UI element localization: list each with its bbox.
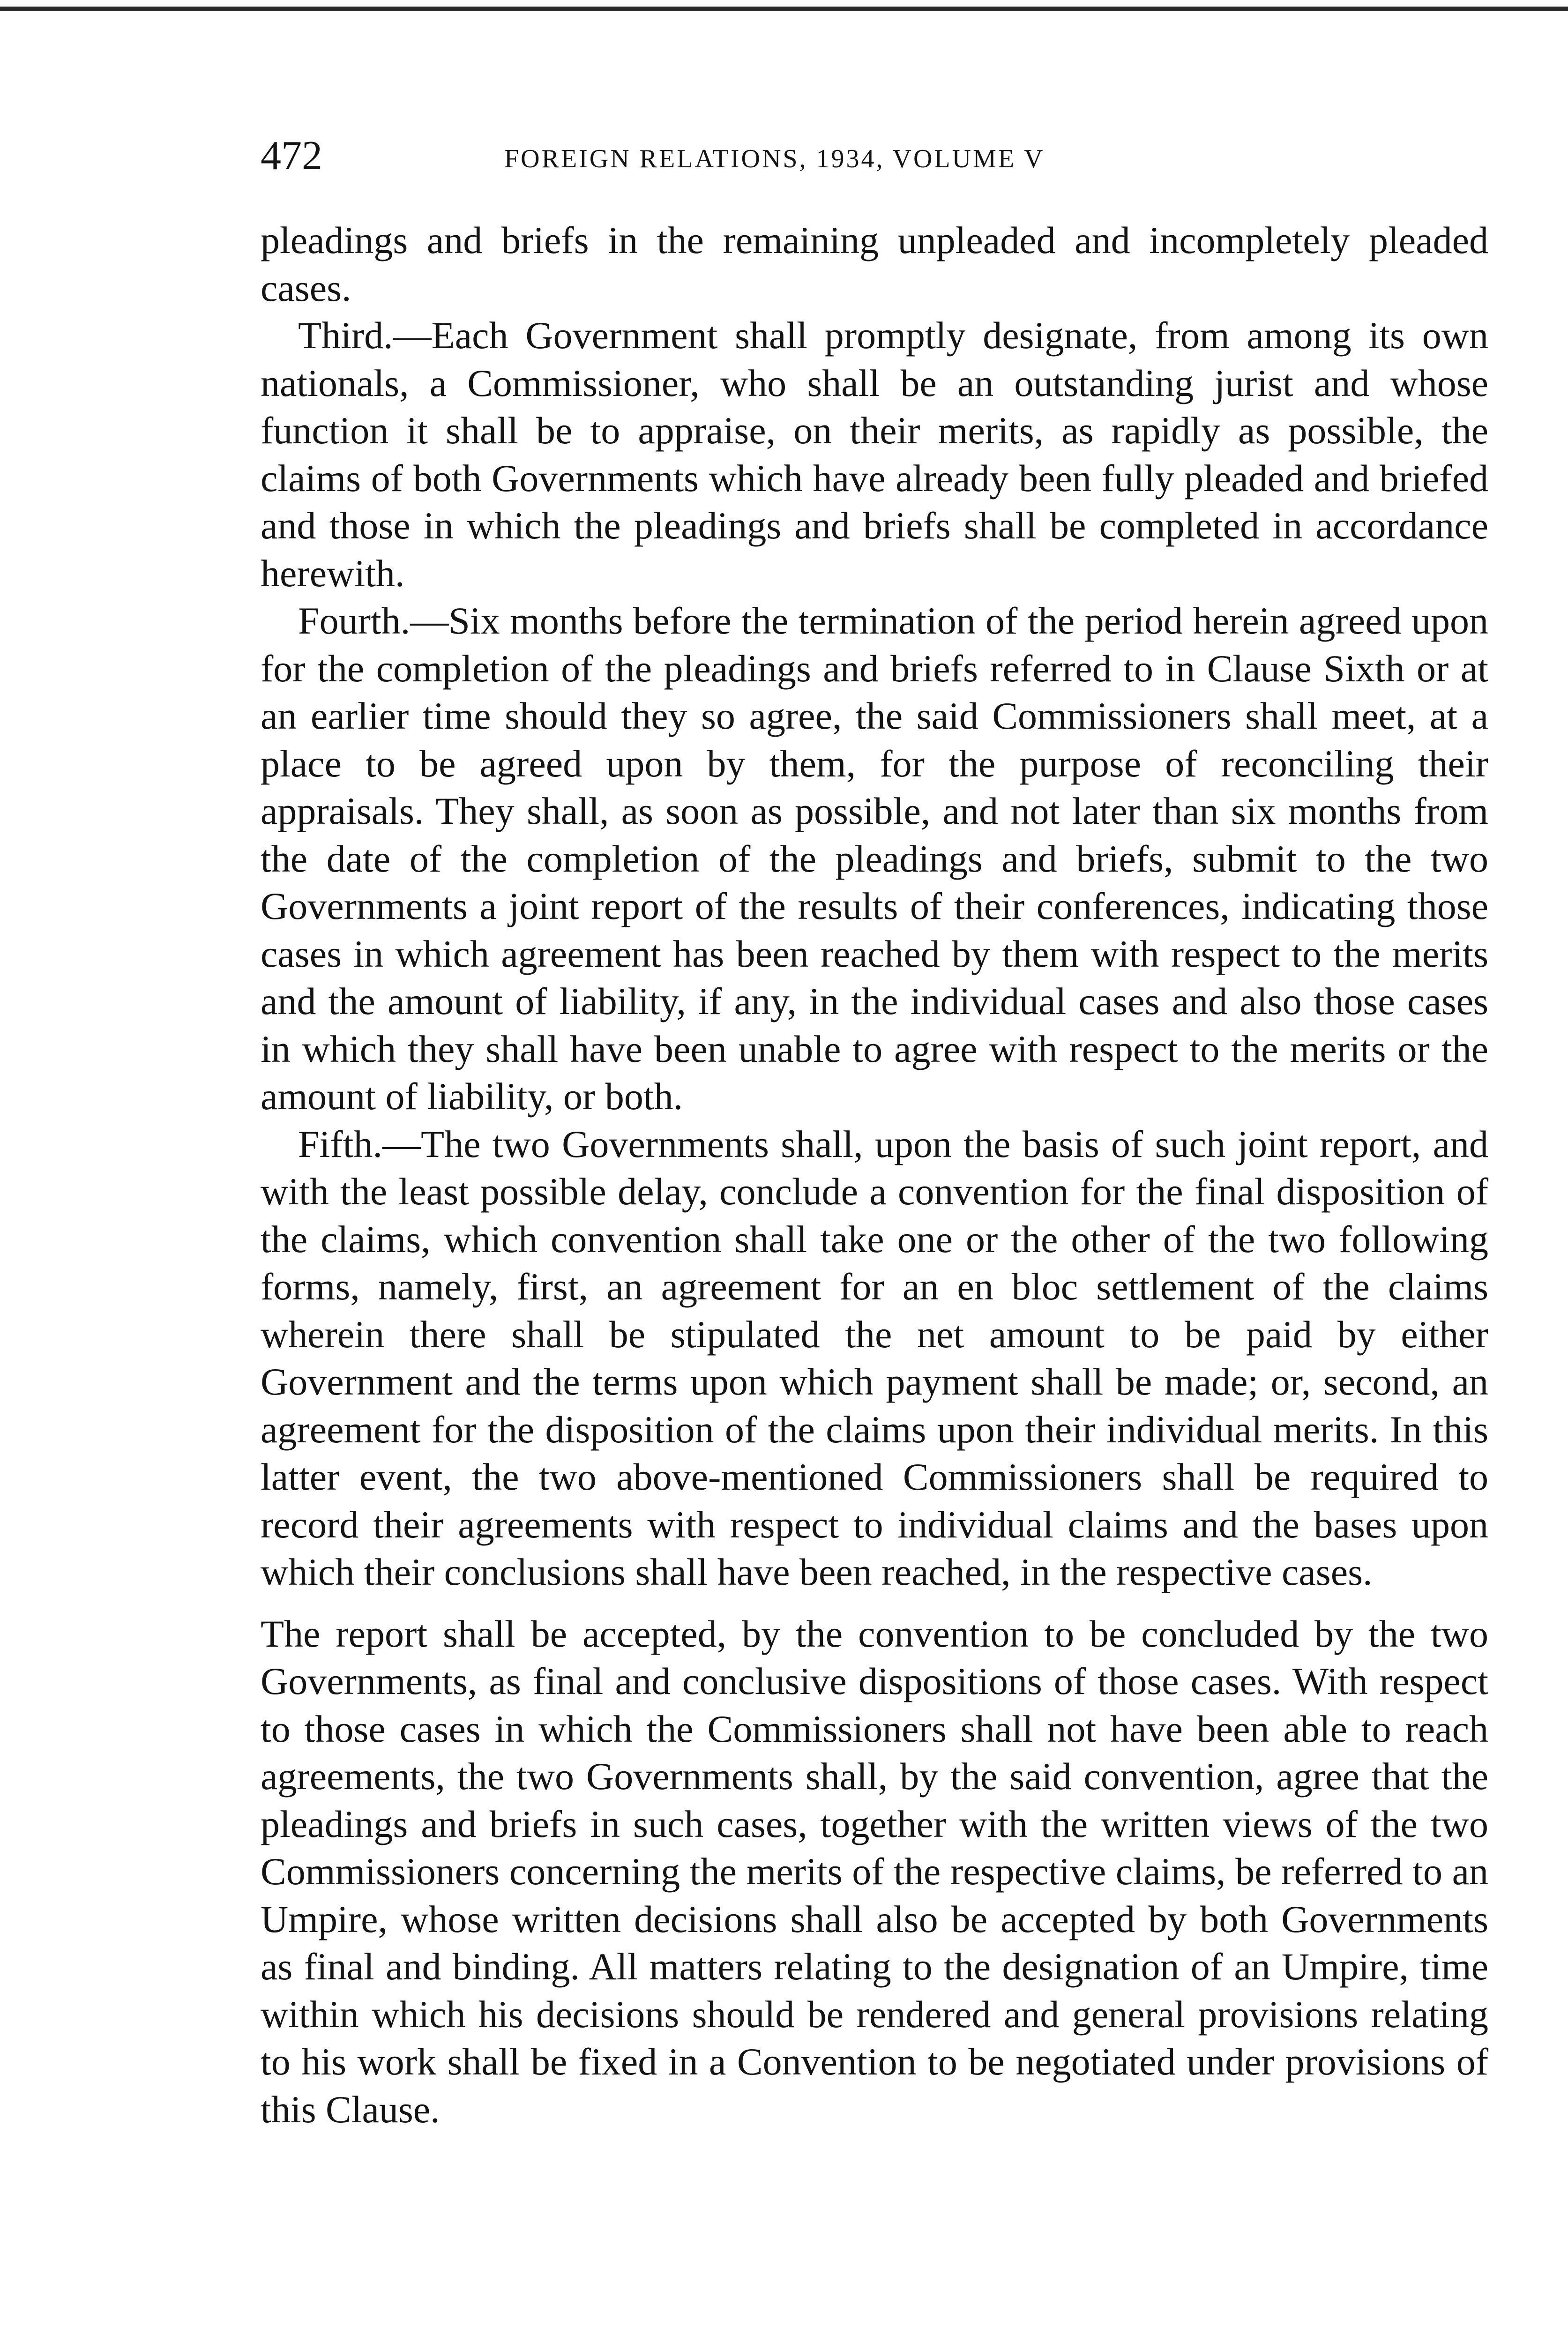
paragraph-continuation: pleadings and briefs in the remaining unpleaded and incompletely pleaded cases. — [261, 219, 1488, 309]
page-number: 472 — [261, 133, 322, 179]
running-head: FOREIGN RELATIONS, 1934, VOLUME V — [504, 144, 1045, 173]
page-body — [261, 216, 1488, 2133]
paragraph-fifth: Fifth.—The two Governments shall, upon the basis of such joint report, and with the least possible delay, conclude a convention for the final disposition of the claims, which convention shall take one or the other of the two following forms, namely, first, an agreement for an en bloc settlement of the claims wherein there shall be stipulated the net amount to be paid by either Government and the terms upon which payment shall be made; or, second, an agreement for the disposition of the claims upon their individual merits. In this latter event, the two above-mentioned Commissioners shall be required to record their agreements with respect to individual claims and the bases upon which their conclusions shall have been reached, in the respective cases. — [261, 1122, 1488, 1593]
top-border-rule — [0, 7, 1568, 11]
paragraph-report: The report shall be accepted, by the convention to be concluded by the two Governments, as final and conclusive dispositions of those cases. With respect to those cases in which the Commissioners shall not have been able to reach agreements, the two Governments shall, by the said convention, agree that the pleadings and briefs in such cases, together with the written views of the two Commissioners concerning the merits of the respective claims, be referred to an Umpire, whose written decisions shall also be accepted by both Governments as final and binding. All matters relating to the designation of an Umpire, time within which his decisions should be rendered and general provisions relating to his work shall be fixed in a Convention to be negotiated under provisions of this Clause. — [261, 1612, 1488, 2131]
paragraph-third: Third.—Each Government shall promptly designate, from among its own nationals, a Commissioner, who shall be an outstanding jurist and whose function it shall be to appraise, on their merits, as rapidly as possible, the claims of both Governments which have already been fully pleaded and briefed and those in which the pleadings and briefs shall be completed in accordance herewith. — [261, 314, 1488, 595]
paragraph-fourth: Fourth.—Six months before the termination of the period herein agreed upon for the completion of the pleadings and briefs referred to in Clause Sixth or at an earlier time should they so agree, the said Commissioners shall meet, at a place to be agreed upon by them, for the purpose of reconciling their appraisals. They shall, as soon as possible, and not later than six months from the date of the completion of the pleadings and briefs, submit to the two Governments a joint report of the results of their conferences, indicating those cases in which agreement has been reached by them with respect to the merits and the amount of liability, if any, in the individual cases and also those cases in which they shall have been unable to agree with respect to the merits or the amount of liability, or both. — [261, 599, 1488, 1118]
page-header — [261, 130, 1488, 182]
